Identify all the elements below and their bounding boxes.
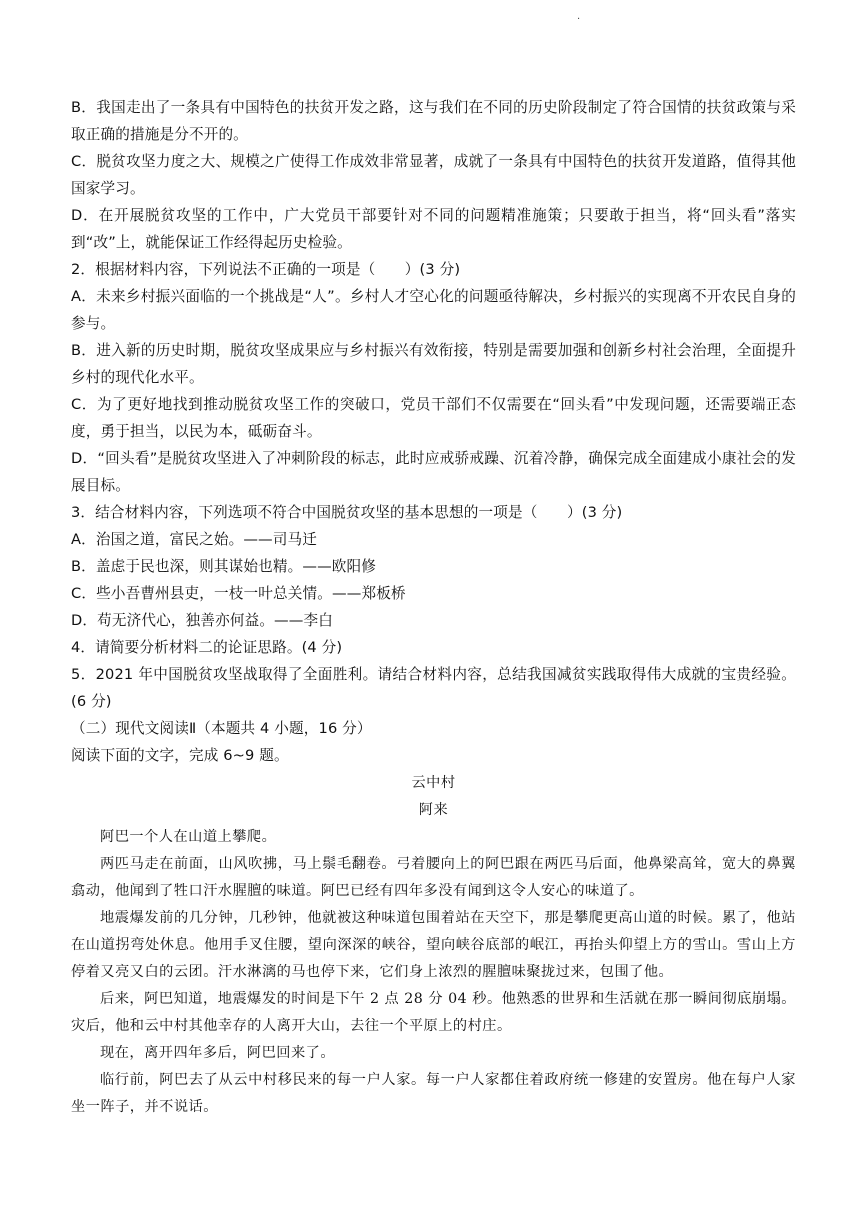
story-title: 云中村	[411, 775, 456, 791]
story-author: 阿来	[418, 802, 449, 818]
question-5: 5．2021 年中国脱贫攻坚战取得了全面胜利。请结合材料内容，总结我国减贫实践取得伟大成就的宝贵经验。(6 分)	[71, 666, 796, 710]
reading-instruction: 阅读下面的文字，完成 6~9 题。	[71, 747, 289, 764]
questions-section	[71, 94, 796, 769]
question-4: 4．请简要分析材料二的论证思路。(4 分)	[71, 639, 343, 656]
story-paragraph: 阿巴一个人在山道上攀爬。	[100, 829, 277, 845]
option-1d: D．在开展脱贫攻坚的工作中，广大党员干部要针对不同的问题精准施策；只要敢于担当，将“回头看”落实到“改”上，就能保证工作经得起历史检验。	[71, 207, 796, 251]
story-section	[71, 770, 796, 1121]
option-2c: C．为了更好地找到推动脱贫攻坚工作的突破口，党员干部们不仅需要在“回头看”中发现问题，还需要端正态度，勇于担当，以民为本，砥砺奋斗。	[71, 396, 796, 440]
option-2b: B．进入新的历史时期，脱贫攻坚成果应与乡村振兴有效衔接，特别是需要加强和创新乡村社会治理，全面提升乡村的现代化水平。	[71, 342, 796, 386]
question-3: 3．结合材料内容，下列选项不符合中国脱贫攻坚的基本思想的一项是（ ）(3 分)	[71, 504, 623, 521]
option-2a: A．未来乡村振兴面临的一个挑战是“人”。乡村人才空心化的问题亟待解决，乡村振兴的实现离不开农民自身的参与。	[71, 288, 796, 332]
story-paragraph: 两匹马走在前面，山风吹拂，马上鬃毛翻卷。弓着腰向上的阿巴跟在两匹马后面，他鼻梁高耸，宽大的鼻翼翕动，他闻到了牲口汗水腥膻的味道。阿巴已经有四年多没有闻到这令人安心的味道了。	[71, 856, 796, 899]
option-3a: A．治国之道，富民之始。——司马迁	[71, 531, 318, 548]
story-paragraph: 临行前，阿巴去了从云中村移民来的每一户人家。每一户人家都住着政府统一修建的安置房。他在每户人家坐一阵子，并不说话。	[71, 1072, 796, 1115]
option-2d: D．“回头看”是脱贫攻坚进入了冲刺阶段的标志，此时应戒骄戒躁、沉着冷静，确保完成全面建成小康社会的发展目标。	[71, 450, 796, 494]
option-1c: C．脱贫攻坚力度之大、规模之广使得工作成效非常显著，成就了一条具有中国特色的扶贫开发道路，值得其他国家学习。	[71, 153, 796, 197]
option-3c: C．些小吾曹州县吏，一枝一叶总关情。——郑板桥	[71, 585, 406, 602]
header-dot: .	[577, 11, 581, 22]
story-paragraph: 地震爆发前的几分钟，几秒钟，他就被这种味道包围着站在天空下，那是攀爬更高山道的时候。累了，他站在山道拐弯处休息。他用手叉住腰，望向深深的峡谷，望向峡谷底部的岷江，再抬头仰望上方的雪山。雪山上方停着又亮又白的云团。汗水淋漓的马也停下来，它们身上浓烈的腥膻味聚拢过来，包围了他。	[71, 910, 796, 980]
story-paragraph: 现在，离开四年多后，阿巴回来了。	[100, 1045, 336, 1061]
story-paragraph: 后来，阿巴知道，地震爆发的时间是下午 2 点 28 分 04 秒。他熟悉的世界和生活就在那一瞬间彻底崩塌。灾后，他和云中村其他幸存的人离开大山，去往一个平原上的村庄。	[71, 991, 796, 1034]
section-heading: （二）现代文阅读Ⅱ（本题共 4 小题，16 分）	[71, 720, 372, 737]
option-3b: B．盖虑于民也深，则其谋始也精。——欧阳修	[71, 558, 377, 575]
option-1b: B．我国走出了一条具有中国特色的扶贫开发之路，这与我们在不同的历史阶段制定了符合国情的扶贫政策与采取正确的措施是分不开的。	[71, 99, 796, 143]
option-3d: D．苟无济代心，独善亦何益。——李白	[71, 612, 334, 629]
question-2: 2．根据材料内容，下列说法不正确的一项是（ ）(3 分)	[71, 261, 461, 278]
